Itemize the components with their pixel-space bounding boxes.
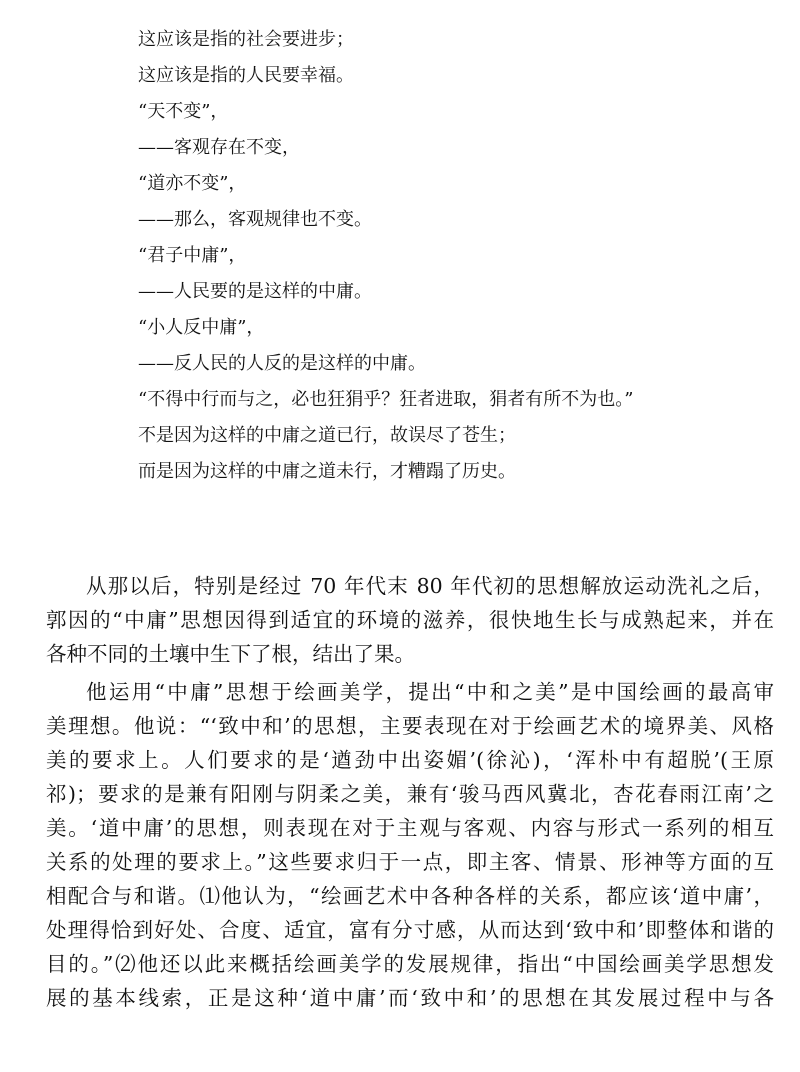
poem-line: 不是因为这样的中庸之道已行，故误尽了苍生；: [138, 425, 516, 446]
paragraph-line: 处理得恰到好处、合度、适宜，富有分寸感，从而达到‘致中和’即整体和谐的: [46, 918, 774, 942]
poem-line: 这应该是指的社会要进步；: [138, 29, 354, 50]
paragraph-line: 从那以后，特别是经过 70 年代末 80 年代初的思想解放运动洗礼之后，: [86, 574, 774, 598]
poem-line: “天不变”，: [138, 101, 229, 122]
paragraph-line: 展的基本线索，正是这种‘道中庸’而‘致中和’的思想在其发展过程中与各: [46, 986, 774, 1010]
poem-line: “君子中庸”，: [138, 245, 247, 266]
poem-line: 这应该是指的人民要幸福。: [138, 65, 354, 86]
poem-line: “小人反中庸”，: [138, 317, 265, 338]
paragraph-line: 祁)；要求的是兼有阳刚与阴柔之美，兼有‘骏马西风冀北，杏花春雨江南’之: [46, 782, 774, 806]
paragraph-line: 各种不同的土壤中生下了根，结出了果。: [46, 642, 415, 666]
poem-line: 而是因为这样的中庸之道未行，才糟蹋了历史。: [138, 461, 516, 482]
paragraph-line: 他运用“中庸”思想于绘画美学，提出“中和之美”是中国绘画的最高审: [86, 680, 774, 704]
poem-line: ——人民要的是这样的中庸。: [138, 281, 372, 302]
poem-line: “不得中行而与之，必也狂狷乎？狂者进取，狷者有所不为也。”: [138, 389, 634, 410]
poem-line: ——客观存在不变，: [138, 137, 300, 158]
paragraph-line: 关系的处理的要求上。”这些要求归于一点，即主客、情景、形神等方面的互: [46, 850, 774, 874]
poem-line: “道亦不变”，: [138, 173, 247, 194]
poem-line: ——反人民的人反的是这样的中庸。: [138, 353, 426, 374]
poem-line: ——那么，客观规律也不变。: [138, 209, 372, 230]
paragraph-line: 郭因的“中庸”思想因得到适宜的环境的滋养，很快地生长与成熟起来，并在: [46, 608, 774, 632]
paragraph-line: 目的。”⑵他还以此来概括绘画美学的发展规律，指出“中国绘画美学思想发: [46, 952, 774, 976]
paragraph-line: 美。‘道中庸’的思想，则表现在对于主观与客观、内容与形式一系列的相互: [46, 816, 774, 840]
paragraph-line: 美理想。他说：“‘致中和’的思想，主要表现在对于绘画艺术的境界美、风格: [46, 714, 774, 738]
paragraph-line: 美的要求上。人们要求的是‘遒劲中出姿媚’(徐沁)，‘浑朴中有超脱’(王原: [46, 748, 774, 772]
paragraph-line: 相配合与和谐。⑴他认为，“绘画艺术中各种各样的关系，都应该‘道中庸’，: [46, 884, 774, 908]
